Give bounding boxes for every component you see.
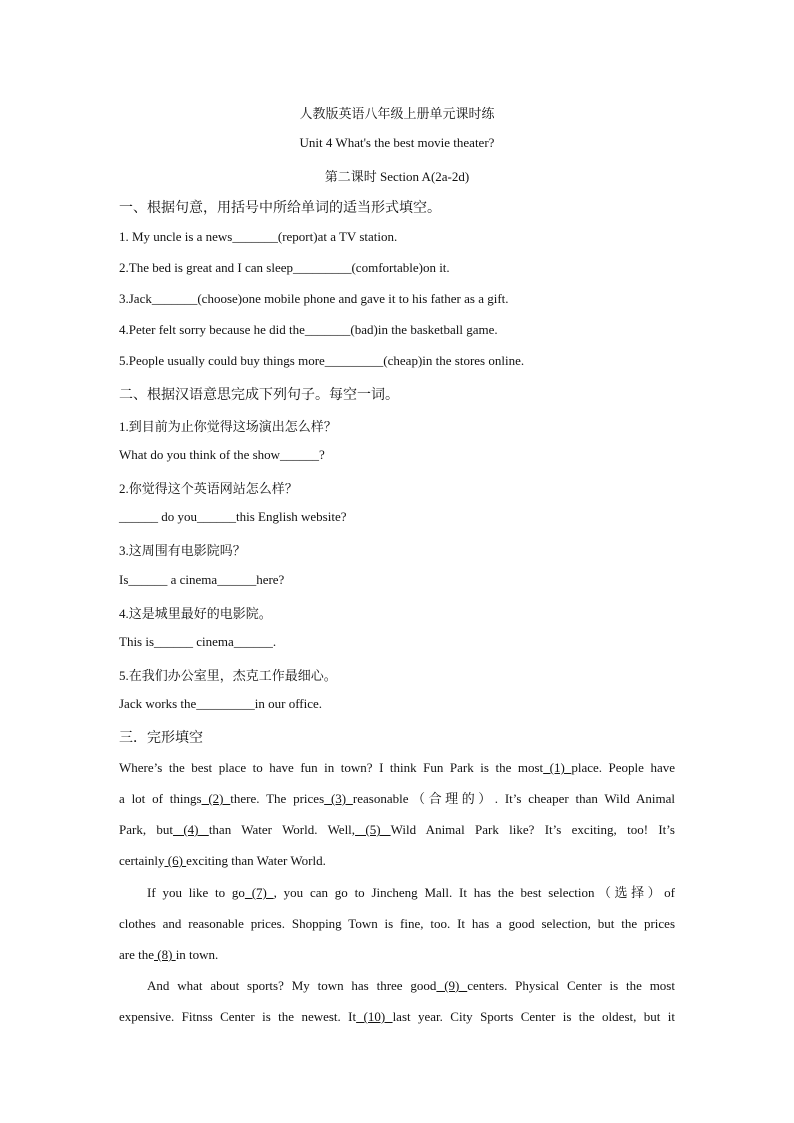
s2-q5-chinese: 5.在我们办公室里，杰克工作最细心。 xyxy=(119,668,337,683)
s2-q1-english: What do you think of the show______? xyxy=(119,447,325,462)
s1-question-4: 4.Peter felt sorry because he did the_______(bad)in the basketball game. xyxy=(119,322,498,337)
cloze-blank-6: (6) xyxy=(164,853,187,868)
cloze-paragraph-3: And what about sports? My town has three good (9) centers. Physical Center is the most expensive. Fitnss Center is the newest. It (10) last year. City Sports Center is the oldest, but it xyxy=(119,978,675,1024)
cloze-blank-4: (4) xyxy=(173,822,209,837)
s2-q3-english: Is______ a cinema______here? xyxy=(119,572,285,587)
s2-q4-chinese: 4.这是城里最好的电影院。 xyxy=(119,606,272,621)
s2-q2-english: ______ do you______this English website? xyxy=(119,509,347,524)
cloze-blank-3: (3) xyxy=(324,791,353,806)
s2-q4-english: This is______ cinema______. xyxy=(119,634,277,649)
cloze-blank-9: (9) xyxy=(436,978,468,993)
section2-heading: 二、根据汉语意思完成下列句子。每空一词。 xyxy=(119,388,399,403)
s2-q2-chinese: 2.你觉得这个英语网站怎么样？ xyxy=(119,481,298,496)
s2-q3-chinese: 3.这周围有电影院吗？ xyxy=(119,543,246,558)
cloze-blank-8: (8) xyxy=(154,947,176,962)
section1-heading: 一、根据句意，用括号中所给单词的适当形式填空。 xyxy=(119,201,441,216)
lesson-title: 第二课时 Section A(2a-2d) xyxy=(324,169,470,184)
section3-heading: 三．完形填空 xyxy=(119,731,203,746)
s1-question-3: 3.Jack_______(choose)one mobile phone and gave it to his father as a gift. xyxy=(119,291,509,306)
cloze-blank-2: (2) xyxy=(201,791,231,806)
cloze-blank-1: (1) xyxy=(543,760,572,775)
cloze-paragraph-2: If you like to go (7) , you can go to Jincheng Mall. It has the best selection（选择）of clothes and reasonable prices. Shopping Town is fine, too. It has a good selection, but the prices are the (8) in town. xyxy=(119,885,675,962)
cloze-paragraph-1: Where’s the best place to have fun in town? I think Fun Park is the most (1) place. People have a lot of things (2) there. The prices (3) reasonable（合理的）. It’s cheaper than Wild Animal Park, but (4) than Water World. Well, (5) Wild Animal Park like? It’s exciting, too! It’s certainly (6) exciting than Water World. xyxy=(119,760,675,868)
s1-question-2: 2.The bed is great and I can sleep_________(comfortable)on it. xyxy=(119,260,450,275)
cloze-blank-7: (7) xyxy=(244,885,274,900)
unit-title: Unit 4 What's the best movie theater? xyxy=(299,135,495,150)
s2-q5-english: Jack works the_________in our office. xyxy=(119,696,323,711)
cloze-blank-10: (10) xyxy=(356,1009,393,1024)
s1-question-5: 5.People usually could buy things more_________(cheap)in the stores online. xyxy=(119,353,525,368)
document-title: 人教版英语八年级上册单元课时练 xyxy=(299,106,495,121)
s1-question-1: 1. My uncle is a news_______(report)at a TV station. xyxy=(119,229,398,244)
cloze-blank-5: (5) xyxy=(355,822,391,837)
s2-q1-chinese: 1.到目前为止你觉得这场演出怎么样？ xyxy=(119,419,337,434)
